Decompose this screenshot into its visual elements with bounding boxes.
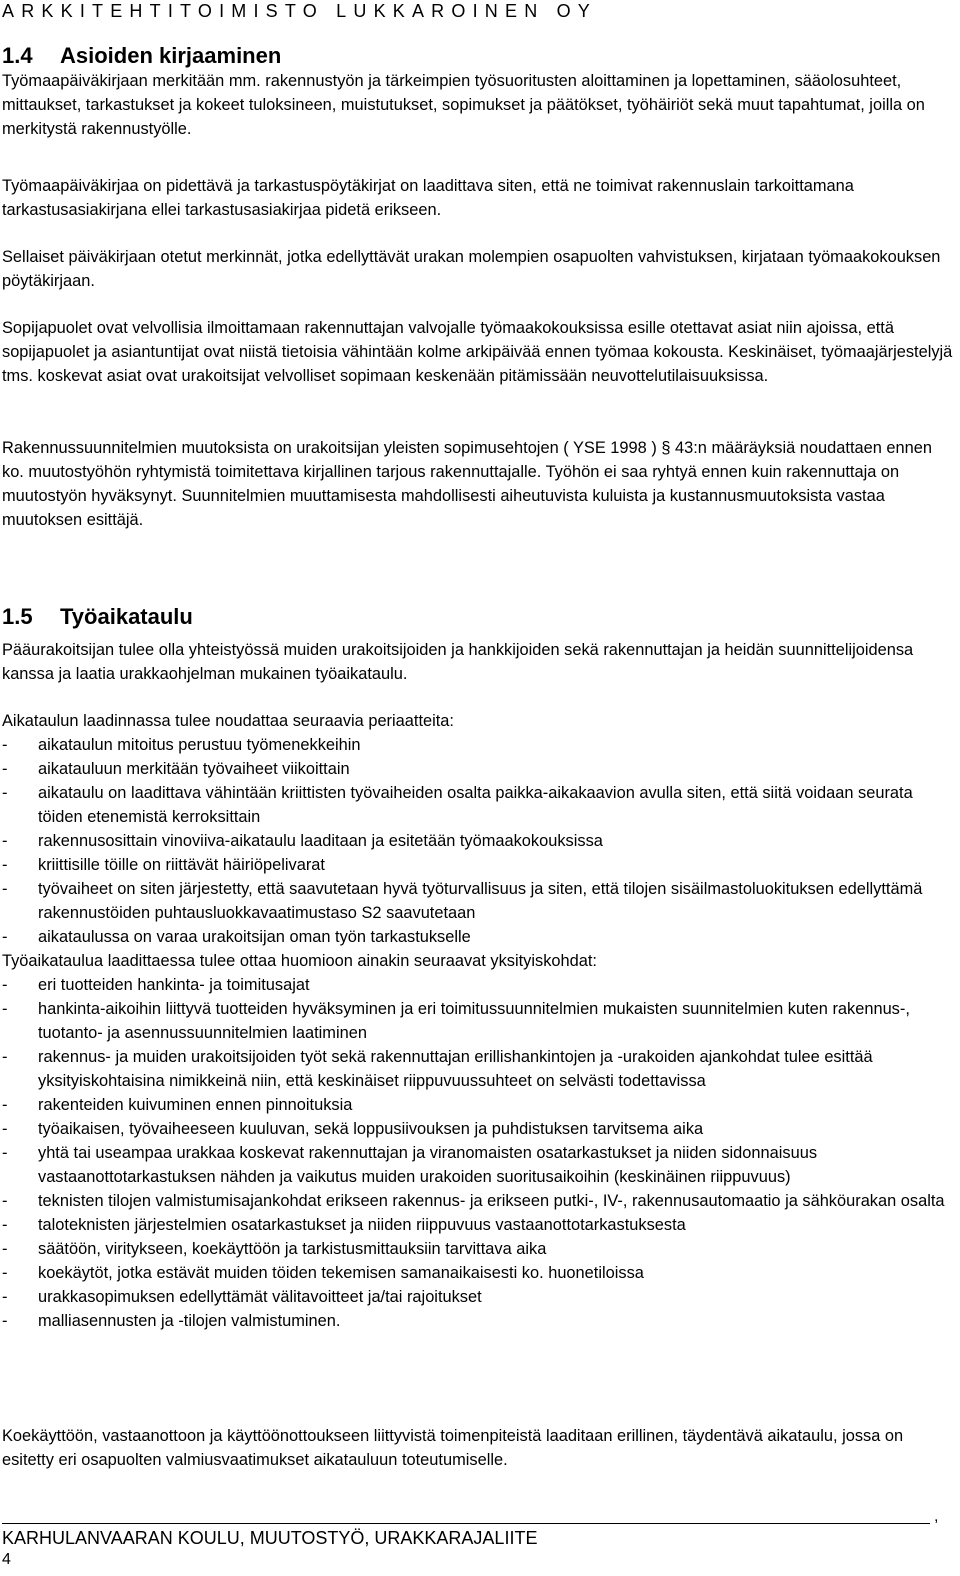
principles-list — [2, 733, 958, 1333]
section-heading-1-4 — [2, 43, 281, 69]
paragraph-meeting-notice: Sopijapuolet ovat velvollisia ilmoittamaan rakennuttajan valvojalle työmaakokouksissa esille otettavat asiat niin ajoissa, että sopijapuolet ja asiantuntijat ovat niistä tietoisia vähintään kolme arkipäivää ennen työmaa kokousta. Keskinäiset, työmaajärjestelyjä tms. koskevat asiat ovat urakoitsijat velvolliset sopimaan keskenään pitämissään neuvottelutilaisuuksissa. — [2, 319, 953, 385]
section-title: Työaikataulu — [60, 604, 193, 629]
list-item: - hankinta-aikoihin liittyvä tuotteiden hyväksyminen ja eri toimitussuunnitelmien mukaisten suunnitelmien kuten rakennus-, tuotanto- ja asennussuunnitelmien laatiminen — [2, 997, 958, 1045]
list-item: - aikataulun mitoitus perustuu työmenekkeihin — [2, 733, 958, 757]
list-item: - säätöön, viritykseen, koekäyttöön ja tarkistusmittauksiin tarvittava aika — [2, 1237, 958, 1261]
principles-heading: Aikataulun laadinnassa tulee noudattaa seuraavia periaatteita: — [2, 712, 454, 730]
list-item: - eri tuotteiden hankinta- ja toimitusajat — [2, 973, 958, 997]
footer-title: KARHULANVAARAN KOULU, MUUTOSTYÖ, URAKKARAJALIITE — [2, 1528, 538, 1548]
footer-mark: , — [934, 1508, 939, 1525]
details-heading: Työaikataulua laadittaessa tulee ottaa huomioon ainakin seuraavat yksityiskohdat: — [2, 952, 597, 970]
paragraph-schedule-intro: Pääurakoitsijan tulee olla yhteistyössä muiden urakoitsijoiden ja hankkijoiden sekä rakennuttajan ja heidän suunnittelijoidensa kanssa ja laatia urakkaohjelman mukainen työaikataulu. — [2, 641, 914, 683]
page-number: 4 — [2, 1551, 11, 1568]
paragraph-plan-changes: Rakennussuunnitelmien muutoksista on urakoitsijan yleisten sopimusehtojen ( YSE 1998 ) § 43:n määräyksiä noudattaen ennen ko. muutostyöhön ryhtymistä toimitettava kirjallinen tarjous rakennuttajalle. Työhön ei saa ryhtyä ennen kuin rakennuttaja on muutostyön hyväksynyt. Suunnitelmien muuttamisesta mahdollisesti aiheutuvista kuluista ja kustannusmuutoksista vastaa muutoksen esittäjä. — [2, 439, 932, 529]
footer-divider — [2, 1523, 930, 1524]
list-item: - rakennus- ja muiden urakoitsijoiden työt sekä rakennuttajan erillishankintojen ja -urakoiden ajankohdat tulee esittää yksityiskohtaisina nimikkeinä niin, että keskinäiset riippuvuussuhteet on selvästi todettavissa — [2, 1045, 958, 1093]
section-number: 1.4 — [2, 43, 33, 68]
list-item: - urakkasopimuksen edellyttämät välitavoitteet ja/tai rajoitukset — [2, 1285, 958, 1309]
paragraph-commissioning-schedule: Koekäyttöön, vastaanottoon ja käyttöönottoukseen liittyvistä toimenpiteistä laaditaan erillinen, täydentävä aikataulu, jossa on esitetty eri osapuolten valmiusvaatimukset aikatauluun toteutumiselle. — [2, 1427, 904, 1469]
paragraph-confirmed-entries: Sellaiset päiväkirjaan otetut merkinnät, jotka edellyttävät urakan molempien osapuolten vahvistuksen, kirjataan työmaakokouksen pöytäkirjaan. — [2, 248, 941, 290]
list-item: - koekäytöt, jotka estävät muiden töiden tekemisen samanaikaisesti ko. huonetiloissa — [2, 1261, 958, 1285]
section-title: Asioiden kirjaaminen — [60, 43, 282, 68]
section-heading-1-5 — [2, 604, 193, 630]
list-item: - malliasennusten ja -tilojen valmistuminen. — [2, 1309, 958, 1333]
list-item: - työaikaisen, työvaiheeseen kuuluvan, sekä loppusiivouksen ja puhdistuksen tarvitsema aika — [2, 1117, 958, 1141]
list-item: - aikataulu on laadittava vähintään kriittisten työvaiheiden osalta paikka-aikakaavion avulla siten, että siitä voidaan seurata töiden etenemistä kerroksittain — [2, 781, 958, 829]
list-item: - aikatauluun merkitään työvaiheet viikoittain — [2, 757, 958, 781]
paragraph-inspection-records: Työmaapäiväkirjaa on pidettävä ja tarkastuspöytäkirjat on laadittava siten, että ne toimivat rakennuslain tarkoittamana tarkastusasiakirjana ellei tarkastusasiakirjaa pidetä erikseen. — [2, 177, 854, 219]
list-item: - rakennusosittain vinoviiva-aikataulu laaditaan ja esitetään työmaakokouksissa — [2, 829, 958, 853]
list-item: - työvaiheet on siten järjestetty, että saavutetaan hyvä työturvallisuus ja siten, että tilojen sisäilmastoluokituksen edellyttämä rakennustöiden puhtausluokkavaatimustaso S2 saavutetaan — [2, 877, 958, 925]
list-item: - kriittisille töille on riittävät häiriöpelivarat — [2, 853, 958, 877]
list-item: - yhtä tai useampaa urakkaa koskevat rakennuttajan ja viranomaisten osatarkastukset ja niiden sidonnaisuus vastaanottotarkastuksen nähden ja vaikutus muiden urakoiden suoritusaikoihin (keskinäinen riippuvuus) — [2, 1141, 958, 1189]
list-item: - taloteknisten järjestelmien osatarkastukset ja niiden riippuvuus vastaanottotarkastuksesta — [2, 1213, 958, 1237]
list-item: - rakenteiden kuivuminen ennen pinnoituksia — [2, 1093, 958, 1117]
section-number: 1.5 — [2, 604, 33, 629]
list-item: - aikataulussa on varaa urakoitsijan oman työn tarkastukselle — [2, 925, 958, 949]
list-item: - teknisten tilojen valmistumisajankohdat erikseen rakennus- ja erikseen putki-, IV-, rakennusautomaatio ja sähköurakan osalta — [2, 1189, 958, 1213]
company-header: ARKKITEHTITOIMISTO LUKKAROINEN OY — [2, 1, 597, 21]
paragraph-diary-entries: Työmaapäiväkirjaan merkitään mm. rakennustyön ja tärkeimpien työsuoritusten aloittaminen ja lopettaminen, sääolosuhteet, mittaukset, tarkastukset ja kokeet tuloksineen, muistutukset, sopimukset ja päätökset, työhäiriöt sekä muut tapahtumat, joilla on merkitystä rakennustyölle. — [2, 72, 925, 138]
